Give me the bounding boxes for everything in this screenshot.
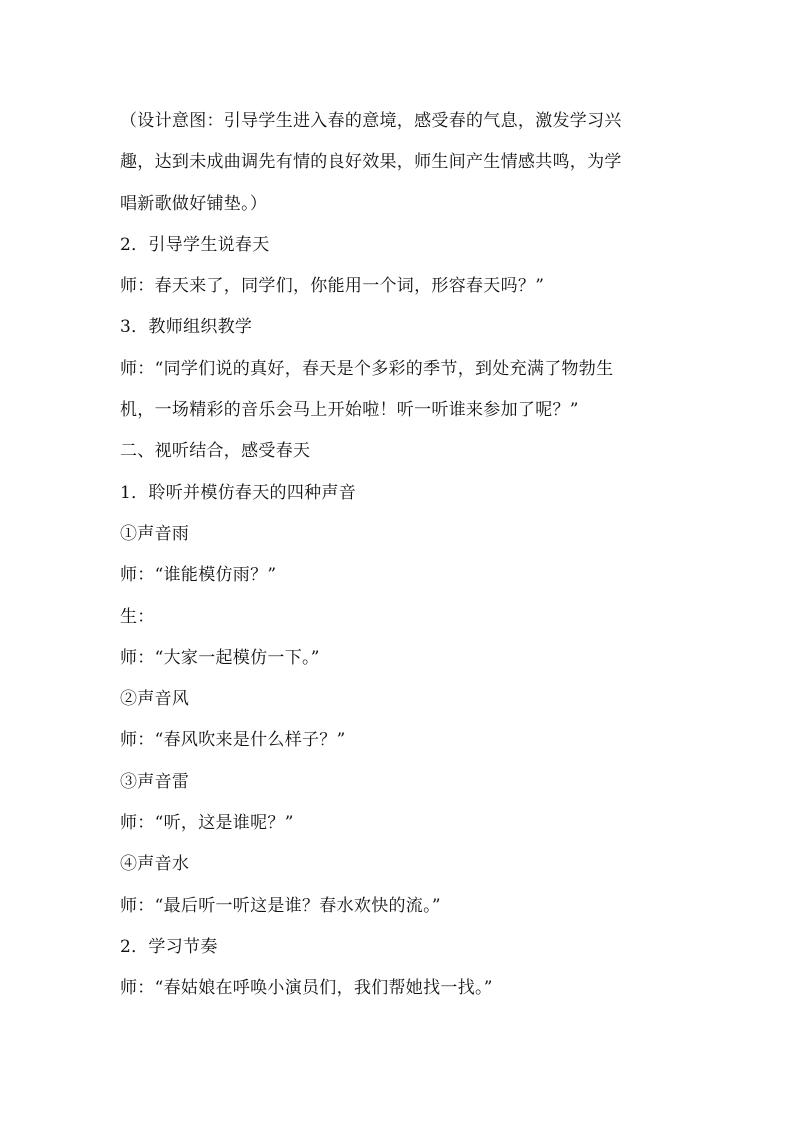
sound-item-rain: ①声音雨	[120, 523, 190, 544]
sound-item-wind: ②声音风	[120, 689, 190, 710]
teacher-line: 师：“听，这是谁呢？”	[120, 813, 294, 834]
teacher-line: 师：“春风吹来是什么样子？”	[120, 730, 346, 751]
step-heading-2: 2．引导学生说春天	[120, 234, 270, 255]
teacher-line: 师：“春姑娘在呼唤小演员们，我们帮她找一找。”	[120, 978, 493, 999]
design-intent-line-1: （设计意图：引导学生进入春的意境，感受春的气息，激发学习兴	[120, 111, 622, 131]
teacher-line: 师：“大家一起模仿一下。”	[120, 647, 320, 668]
step-heading-3: 3．教师组织教学	[120, 317, 253, 338]
sound-item-thunder: ③声音雷	[120, 771, 190, 792]
teacher-line-continued: 机，一场精彩的音乐会马上开始啦！听一听谁来参加了呢？”	[120, 400, 579, 421]
teacher-line: 师：“同学们说的真好，春天是个多彩的季节，到处充满了物勃生	[120, 358, 614, 379]
step-heading-2-rhythm: 2．学习节奏	[120, 936, 218, 957]
sound-item-water: ④声音水	[120, 854, 190, 875]
step-heading-1: 1．聆听并模仿春天的四种声音	[120, 482, 357, 503]
design-intent-line-2: 趣，达到未成曲调先有情的良好效果，师生间产生情感共鸣，为学	[120, 152, 622, 173]
document-page	[120, 101, 680, 1010]
teacher-line: 师：“谁能模仿雨？”	[120, 565, 277, 586]
teacher-line: 师：春天来了，同学们，你能用一个词，形容春天吗？”	[120, 276, 545, 297]
student-line: 生：	[120, 606, 155, 627]
teacher-line: 师：“最后听一听这是谁？春水欢快的流。”	[120, 895, 441, 916]
design-intent-line-3: 唱新歌做好铺垫。）	[120, 193, 268, 214]
section-heading: 二、视听结合，感受春天	[120, 441, 311, 462]
